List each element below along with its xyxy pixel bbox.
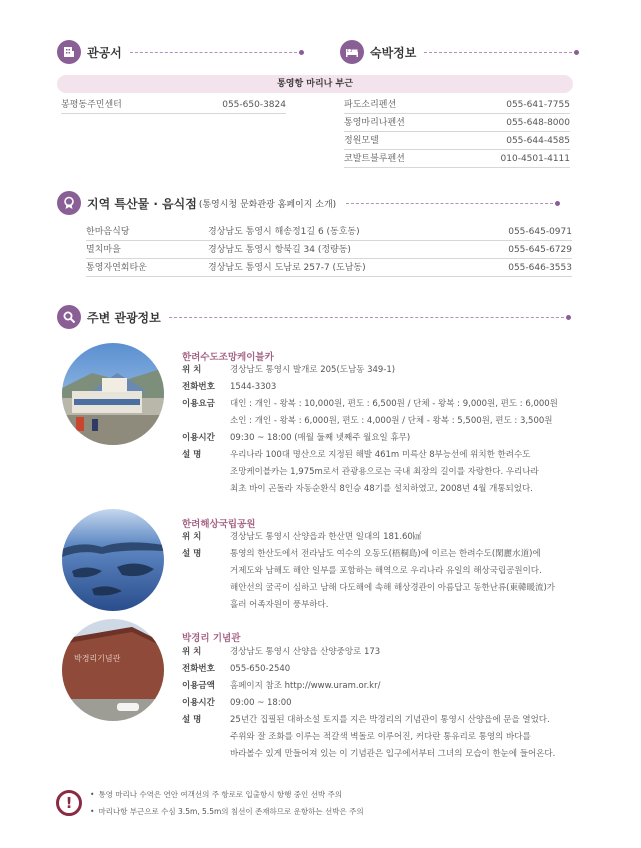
divider [424, 52, 577, 53]
museum-phone: 055-650-2540 [230, 664, 291, 674]
list-item [86, 260, 572, 277]
label-location: 위 치 [182, 365, 202, 375]
cablecar-location: 경상남도 통영시 발개로 205(도남동 349-1) [230, 365, 396, 375]
museum-fee: 홈페이지 참조 http://www.uram.or.kr/ [230, 681, 381, 691]
label-description: 설 명 [182, 549, 202, 559]
medal-icon [57, 191, 81, 215]
list-item [344, 151, 570, 168]
cablecar-desc-line: 우리나라 100대 명산으로 지정된 해발 461m 미륵산 8부능선에 위치한 한려수도 [230, 450, 531, 460]
label-description: 설 명 [182, 715, 202, 725]
museum-desc-line: 주위와 잘 조화를 이루는 적갈색 벽돌로 이루어진, 커다란 통유리로 통영의 바다를 [230, 732, 531, 742]
label-description: 설 명 [182, 450, 202, 460]
food-section-header [57, 191, 558, 215]
food-address: 경상남도 통영시 도남로 257-7 (도남동) [208, 263, 366, 273]
safety-notice [56, 790, 82, 816]
museum-info [182, 644, 574, 764]
office-tel: 055-650-3824 [222, 100, 286, 110]
label-location: 위 치 [182, 532, 202, 542]
food-title: 지역 특산물 · 음식점 [87, 196, 197, 211]
park-desc-line: 통영의 한산도에서 전라남도 여수의 오동도(梧桐島)에 이르는 한려수도(閑麗水道)에 [230, 549, 541, 559]
office-title: 관공서 [87, 45, 122, 60]
food-tel: 055-645-0971 [508, 227, 572, 237]
list-item [86, 224, 572, 241]
lodging-name: 코발트블루펜션 [344, 154, 405, 164]
park-desc-line: 흘러 어족자원이 풍부하다. [230, 600, 329, 610]
food-name: 한마음식당 [86, 227, 130, 237]
park-photo [62, 509, 164, 611]
label-location: 위 치 [182, 647, 202, 657]
food-address: 경상남도 통영시 항북길 34 (정량동) [208, 245, 351, 255]
lodging-title: 숙박정보 [370, 45, 417, 60]
building-icon [57, 40, 81, 64]
park-desc-line: 거제도와 남해도 해안 일부를 포함하는 해역으로 우리나라 유일의 해상국립공원이다. [230, 566, 542, 576]
label-hours: 이용시간 [182, 433, 215, 443]
lodging-tel: 055-648-8000 [506, 118, 570, 128]
museum-desc-line: 바라볼수 있게 만들어져 있는 이 기념관은 입구에서부터 그녀의 모습이 한눈에 들어온다. [230, 749, 556, 759]
area-banner: 통영항 마리나 부근 [57, 75, 573, 93]
cablecar-desc-line: 조망케이블카는 1,975m로서 관광용으로는 국내 최장의 길이를 자랑한다. 우리나라 [230, 467, 539, 477]
list-item [344, 133, 570, 150]
label-fee: 이용금액 [182, 681, 215, 691]
divider [346, 203, 558, 204]
museum-location: 경상남도 통영시 산양읍 산양중앙로 173 [230, 647, 381, 657]
cablecar-hours: 09:30 ~ 18:00 (매월 둘째 넷째주 월요일 휴무) [230, 433, 411, 443]
office-name: 봉평동주민센터 [61, 100, 122, 110]
notice-line: • 마리나항 부근으로 수심 3.5m, 5.5m의 침선이 존재하므로 운항하는 선박은 주의 [90, 806, 364, 817]
food-name: 통영자연회타운 [86, 263, 147, 273]
list-item [86, 242, 572, 259]
cablecar-fee-child: 소인 : 개인 - 왕복 : 6,000원, 편도 : 4,000원 / 단체 - 왕복 : 5,500원, 편도 : 3,500원 [230, 416, 553, 426]
lodging-name: 정원모텔 [344, 136, 379, 146]
cablecar-info [182, 362, 574, 502]
label-phone: 전화번호 [182, 382, 215, 392]
bed-icon [340, 40, 364, 64]
food-tel: 055-646-3553 [508, 263, 572, 273]
lodging-name: 파도소리펜션 [344, 100, 397, 110]
cablecar-desc-line: 최초 바이 곤돌라 자동순환식 8인승 48기를 설치하였고, 2008년 4월 개통되었다. [230, 484, 533, 494]
museum-desc-line: 25년간 집필된 대하소설 토지를 지은 박경리의 기념관이 통영시 산양읍에 문을 열었다. [230, 715, 550, 725]
food-address: 경상남도 통영시 해송정1길 6 (동호동) [208, 227, 360, 237]
food-name: 멸치마을 [86, 245, 121, 255]
lodging-tel: 055-644-4585 [506, 136, 570, 146]
list-item [344, 97, 570, 114]
lodging-name: 통영마리나펜션 [344, 118, 405, 128]
list-item [61, 97, 286, 114]
divider [169, 317, 569, 318]
museum-title: 박경리 기념관 [182, 633, 241, 644]
food-tel: 055-645-6729 [508, 245, 572, 255]
museum-photo [62, 619, 164, 721]
lodging-tel: 010-4501-4111 [500, 154, 570, 164]
park-title: 한려해상국립공원 [182, 519, 256, 530]
label-fee: 이용요금 [182, 399, 215, 409]
park-desc-line: 해안선의 굴곡이 심하고 남해 다도해에 속해 해상경관이 아름답고 동한난류(東韓暖流)가 [230, 583, 556, 593]
museum-sign: 박경리기념관 [74, 654, 121, 663]
label-hours: 이용시간 [182, 698, 215, 708]
cablecar-fee-adult: 대인 : 개인 - 왕복 : 10,000원, 편도 : 6,500원 / 단체 - 왕복 : 9,000원, 편도 : 6,000원 [230, 399, 558, 409]
magnifier-icon [57, 305, 81, 329]
warning-icon: ! [56, 790, 82, 816]
cablecar-photo [62, 343, 164, 445]
lodging-section-header [340, 40, 577, 64]
tour-title: 주변 관광정보 [87, 310, 161, 325]
park-info [182, 529, 574, 619]
notice-line: • 통영 마리나 수역은 연안 여객선의 주 항로로 입출항시 항행 중인 선박 주의 [90, 789, 342, 800]
museum-hours: 09:00 ~ 18:00 [230, 698, 292, 708]
cablecar-phone: 1544-3303 [230, 382, 277, 392]
lodging-tel: 055-641-7755 [506, 100, 570, 110]
divider [130, 52, 302, 53]
park-location: 경상남도 통영시 산양읍과 한산면 일대의 181.60㎢ [230, 532, 422, 542]
office-section-header [57, 40, 302, 64]
list-item [344, 115, 570, 132]
label-phone: 전화번호 [182, 664, 215, 674]
tour-section-header [57, 305, 569, 329]
food-subtitle: (통영시청 문화관광 홈페이지 소개) [198, 199, 337, 210]
cablecar-title: 한려수도조망케이블카 [182, 352, 274, 363]
